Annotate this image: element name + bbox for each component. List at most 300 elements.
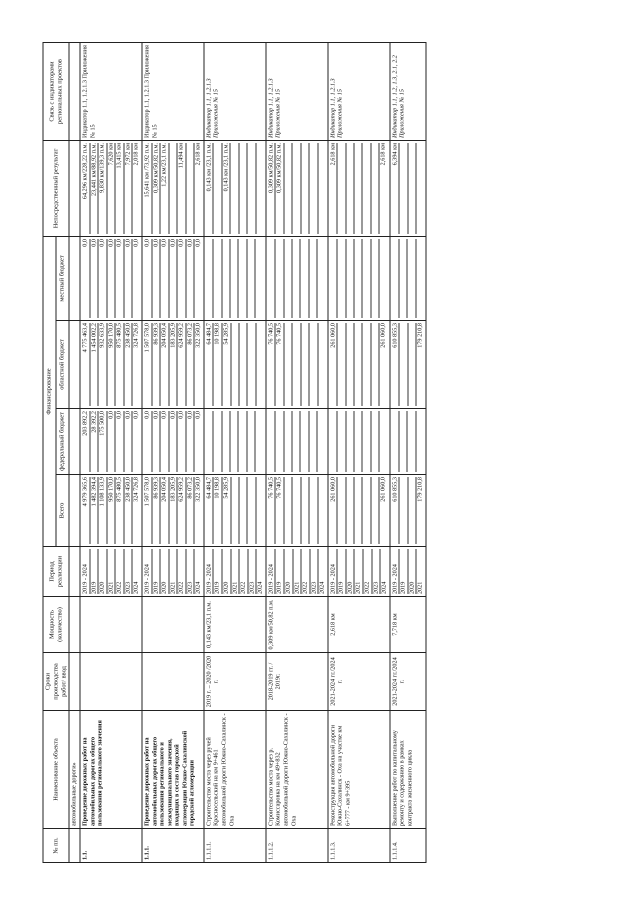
header-local: местный бюджет	[56, 236, 69, 320]
row-federal-value	[416, 411, 423, 472]
row-regional-value	[231, 323, 239, 406]
row-periods-value: 2020	[408, 549, 417, 594]
row-regional-value: 179 210,8	[416, 322, 424, 348]
row-federal-value	[400, 411, 408, 472]
row-result-value	[417, 143, 424, 234]
header-link: Связь с индикаторами региональных проектов	[43, 42, 69, 140]
row-terms	[80, 652, 142, 710]
row-regional-value	[310, 323, 318, 406]
row-result-value: 2,618 км	[194, 142, 202, 165]
row-local-value: 0,0	[178, 239, 187, 318]
row-regional-value	[318, 323, 325, 406]
row-local-value	[416, 239, 423, 318]
row-federal-value	[318, 411, 325, 472]
row-result-value: 6,394 км	[391, 143, 400, 234]
row-local	[80, 236, 142, 320]
row-local-value	[346, 239, 354, 318]
row-total-value: 86 073,2	[186, 477, 195, 544]
row-regional-value: 624 959,2	[178, 323, 187, 406]
row-result-value	[231, 143, 239, 234]
row-total-value: 86 939,3	[152, 477, 161, 544]
row-result	[80, 140, 142, 236]
row-result-value	[301, 143, 309, 234]
row-result-value: 9,830 км/139,3 п.м.	[99, 143, 108, 234]
row-local-value	[400, 239, 408, 318]
row-periods-value: 2021	[355, 549, 364, 594]
row-regional-value	[408, 323, 416, 406]
row-link: Индикатор 1.1, 1.2, 1.3, 2.1, 2.2 Приложения № 15	[390, 42, 426, 140]
row-local-value: 0,0	[143, 239, 152, 318]
row-federal	[266, 408, 328, 474]
row-local-value	[408, 239, 416, 318]
row-federal	[390, 408, 426, 474]
row-regional-value: 950 170,0	[107, 323, 116, 406]
row-periods-value: 2022	[178, 549, 187, 594]
header-num: № пп.	[43, 828, 69, 862]
row-total-value	[355, 477, 363, 544]
row-local-value	[247, 239, 255, 318]
row-regional-value: 183 205,9	[169, 323, 178, 406]
row-periods-value: 2019 - 2024	[82, 549, 91, 594]
row-total-value: 238 450,0	[124, 477, 133, 544]
row-result-value	[408, 143, 416, 234]
header-capacity: Мощность (количество)	[43, 596, 69, 652]
row-total-value: 54 285,9	[223, 477, 232, 544]
row-result-value: 2,618 км	[329, 143, 338, 234]
row-local-value	[267, 239, 275, 318]
row-periods-value: 2024	[256, 581, 264, 594]
row-regional-value: 86 939,3	[152, 323, 161, 406]
header-period: Период реализации	[43, 546, 69, 596]
row-num: 1.1.	[80, 828, 142, 862]
row-local-value	[318, 239, 325, 318]
row-federal-value	[301, 411, 309, 472]
row-local-value: 0,0	[161, 239, 170, 318]
row-result-value	[338, 143, 346, 234]
row-federal-value	[391, 411, 399, 472]
row-federal-value: 0,0	[143, 411, 152, 472]
row-regional-value: 238 450,0	[124, 323, 133, 406]
row-local-value	[309, 239, 317, 318]
row-periods-value: 2024	[380, 581, 388, 594]
row-federal-value: 0,0	[169, 411, 178, 472]
row-total-value: 875 480,5	[116, 477, 125, 544]
row-periods-value: 2021	[416, 581, 424, 594]
row-regional	[390, 320, 426, 408]
row-federal-value	[346, 411, 354, 472]
row-local-value	[205, 239, 213, 318]
row-periods-value: 2021	[169, 549, 178, 594]
row-periods	[266, 546, 328, 596]
row-regional-value: 324 726,8	[132, 322, 140, 348]
row-federal-value: 0,0	[116, 411, 125, 472]
row-result-value: 0,309 км/50,82 п.м.	[276, 143, 285, 234]
row-regional-value	[284, 323, 292, 406]
row-periods	[142, 546, 204, 596]
row-total-value	[338, 477, 346, 544]
table-row	[266, 42, 328, 862]
row-local-value: 0,0	[152, 239, 161, 318]
row-local-value	[292, 239, 300, 318]
row-link: Индикатор 1.1, 1.2.1.3 Приложения № 15	[266, 42, 328, 140]
row-local-value: 0,0	[169, 239, 178, 318]
row-name: Выполнение работ по капитальному ремонту и содержанию в рамках контракта жизненного цикла	[390, 710, 426, 828]
row-federal	[142, 408, 204, 474]
row-regional-value: 875 480,5	[116, 323, 125, 406]
row-link: Индикатор 1.1, 1.2.1.3 Приложения № 15	[328, 42, 390, 140]
row-federal-value	[363, 411, 371, 472]
row-federal-value	[284, 411, 292, 472]
row-local-value: 0,0	[194, 238, 202, 247]
row-local-value	[276, 239, 284, 318]
row-terms: 2018-2019 гг. / 2019г.	[266, 652, 328, 710]
row-result-value: 0,309 км/50,82 п.м.	[267, 143, 276, 234]
row-capacity	[80, 596, 142, 652]
row-regional-value: 86 073,2	[186, 323, 195, 406]
row-periods-value: 2020	[346, 549, 355, 594]
row-total-value	[293, 477, 301, 544]
row-total-value	[256, 477, 263, 544]
header-total: Всего	[56, 474, 69, 546]
row-result-value	[293, 143, 301, 234]
row-regional-value: 322 350,0	[194, 322, 202, 348]
row-result-value: 13,415 км	[116, 143, 125, 234]
row-local-value	[301, 239, 309, 318]
row-federal-value	[239, 411, 247, 472]
row-result-value: 64,296 км/228,22 п.м.	[82, 143, 91, 234]
row-num: 1.1.1.	[142, 828, 204, 862]
row-total-value: 204 050,4	[161, 477, 170, 544]
row-total	[328, 474, 390, 546]
row-total-value	[408, 477, 416, 544]
row-federal-value	[329, 411, 337, 472]
row-total	[266, 474, 328, 546]
header-result: Непосредственный результат	[43, 140, 69, 236]
row-total	[390, 474, 426, 546]
row-local	[142, 236, 204, 320]
row-federal-value: 203 892,2	[82, 411, 91, 472]
row-federal-value: 0,0	[194, 410, 202, 419]
row-federal-value	[309, 411, 317, 472]
row-periods-value: 2023	[124, 549, 133, 594]
row-name: Проведение дорожных работ на автомобильных дорогах общего пользования регионального и межмуниципального значения, входящих в состав городской агломерации Южно-Сахалинской городской агломерации	[142, 710, 204, 828]
row-federal-value	[256, 411, 263, 472]
row-federal-value: 0,0	[107, 411, 116, 472]
row-link: Индикатор 1.1, 1.2.1.3 Приложения № 15	[80, 42, 142, 140]
row-result-value	[318, 143, 325, 234]
row-local-value	[284, 239, 292, 318]
row-local-value	[391, 239, 399, 318]
row-periods-value: 2019 - 2024	[143, 549, 152, 594]
row-local-value	[363, 239, 371, 318]
header-financing: Финансирование	[43, 236, 56, 546]
row-periods-value: 2024	[318, 581, 326, 594]
row-result	[390, 140, 426, 236]
row-total-value	[248, 477, 256, 544]
row-result-value	[363, 143, 371, 234]
row-federal-value	[354, 411, 362, 472]
row-regional-value	[301, 323, 309, 406]
row-terms: 2021-2024 гг./2024 г.	[328, 652, 390, 710]
row-local-value	[256, 239, 263, 318]
row-periods-value: 2023	[372, 549, 381, 594]
row-periods-value: 2022	[240, 549, 249, 594]
row-result	[142, 140, 204, 236]
row-total-value	[363, 477, 371, 544]
row-periods-value: 2022	[116, 549, 125, 594]
row-result-value: 15,641 км /73,92 п.м.	[143, 143, 152, 234]
row-total-value	[239, 477, 247, 544]
row-total-value: 610 855,3	[391, 477, 400, 544]
row-result-value: 11,494 км	[178, 143, 187, 234]
row-total	[142, 474, 204, 546]
row-link: Индикатор 1.1, 1.2.1.3 Приложения № 15	[204, 42, 266, 140]
row-periods-value: 2023	[186, 549, 195, 594]
row-local-value: 0,0	[186, 239, 195, 318]
row-result-value	[284, 143, 292, 234]
row-local-value	[214, 239, 222, 318]
row-local-value: 0,0	[90, 239, 99, 318]
row-federal-value	[371, 411, 379, 472]
row-result-value	[346, 143, 354, 234]
table-row	[204, 42, 266, 862]
row-periods-value: 2021	[107, 549, 116, 594]
row-periods-value: 2021	[231, 549, 240, 594]
row-local-value	[239, 239, 247, 318]
row-regional-value	[355, 323, 363, 406]
row-local-value: 0,0	[132, 238, 140, 247]
row-total-value: 179 210,8	[416, 476, 424, 502]
row-periods-value: 2019	[214, 549, 223, 594]
row-result-value: 0,143 км /23,1 п.м.	[205, 143, 214, 234]
row-regional-value	[256, 323, 263, 406]
row-local-value	[380, 239, 387, 318]
row-total-value: 64 484,7	[205, 477, 214, 544]
row-regional-value: 1 454 002,2	[90, 323, 99, 406]
row-total-value: 324 726,8	[132, 476, 140, 502]
row-result-value: 2,018 км	[132, 142, 140, 165]
row-federal-value: 0,0	[161, 411, 170, 472]
row-total-value	[310, 477, 318, 544]
section-title: автомобильные дороги»	[69, 710, 80, 828]
row-regional-value	[293, 323, 301, 406]
row-name: Реконструкция автомобильной дороги Южно-Сахалинск - Оха на участке км 6+777 - км 9+395	[328, 710, 390, 828]
row-periods	[204, 546, 266, 596]
row-regional-value	[363, 323, 371, 406]
row-periods-value: 2024	[132, 581, 140, 594]
row-total-value: 1 108 133,9	[99, 477, 108, 544]
row-result-value	[355, 143, 363, 234]
row-local	[390, 236, 426, 320]
row-local-value: 0,0	[82, 239, 91, 318]
row-total-value	[346, 477, 354, 544]
header-federal: федеральный бюджет	[56, 408, 69, 474]
row-periods	[80, 546, 142, 596]
row-periods-value: 2022	[364, 549, 373, 594]
row-total-value: 950 170,0	[107, 477, 116, 544]
row-federal-value	[222, 411, 230, 472]
row-local-value: 0,0	[116, 239, 125, 318]
row-total-value: 261 060,0	[379, 476, 387, 502]
row-total	[204, 474, 266, 546]
row-capacity	[142, 596, 204, 652]
row-regional-value: 261 060,0	[379, 322, 387, 348]
row-capacity: 0,143 км/23,1 п.м.	[204, 596, 266, 652]
row-federal	[204, 408, 266, 474]
row-federal-value	[205, 411, 213, 472]
row-num: 1.1.1.4.	[390, 828, 426, 862]
row-federal-value	[247, 411, 255, 472]
row-result-value	[186, 143, 194, 234]
row-periods-value: 2020	[223, 549, 232, 594]
row-periods-value: 2019 - 2024	[329, 549, 338, 594]
row-total-value: 76 740,5	[267, 477, 276, 544]
row-total-value: 1 482 394,4	[90, 477, 99, 544]
row-regional-value: 4 775 463,4	[82, 323, 91, 406]
row-result	[266, 140, 328, 236]
row-local-value	[338, 239, 346, 318]
row-terms: 2021-2024 гг./2024 г.	[390, 652, 426, 710]
row-result-value	[400, 143, 408, 234]
row-total-value: 624 959,2	[178, 477, 187, 544]
row-regional-value	[346, 323, 354, 406]
row-periods	[328, 546, 390, 596]
row-periods-value: 2023	[310, 549, 319, 594]
row-capacity: 2,618 км	[328, 596, 390, 652]
row-regional-value: 610 855,3	[391, 323, 400, 406]
row-periods-value: 2019	[276, 549, 285, 594]
row-local	[328, 236, 390, 320]
row-result-value: 1,22 км/23,1 п.м.	[161, 143, 170, 234]
row-local-value	[222, 239, 230, 318]
row-federal-value: 28 392,2	[90, 411, 99, 472]
row-total-value: 183 205,9	[169, 477, 178, 544]
row-periods	[390, 546, 426, 596]
row-total-value	[301, 477, 309, 544]
row-num: 1.1.1.2.	[266, 828, 328, 862]
row-periods-value: 2019 - 2024	[391, 549, 400, 594]
row-federal-value	[214, 411, 222, 472]
row-total-value: 261 060,0	[329, 477, 338, 544]
row-result-value	[169, 143, 177, 234]
row-regional-value	[239, 323, 247, 406]
row-regional	[80, 320, 142, 408]
row-total-value: 10 198,8	[214, 477, 223, 544]
header-name: Наименование объекта	[43, 710, 69, 828]
row-total-value: 76 740,5	[276, 477, 285, 544]
row-federal-value	[231, 411, 239, 472]
row-periods-value: 2020	[99, 549, 108, 594]
row-regional-value: 10 198,8	[214, 323, 223, 406]
table-row	[80, 42, 142, 862]
row-num: 1.1.1.1.	[204, 828, 266, 862]
row-local-value: 0,0	[124, 239, 133, 318]
row-result	[204, 140, 266, 236]
row-federal-value: 0,0	[132, 410, 140, 419]
row-federal-value: 175 500,0	[99, 411, 108, 472]
row-federal	[80, 408, 142, 474]
row-name: Строительство моста через ручей Красносельский на км 9+461 автомобильной дороги Южно-Сахалинск - Оха	[204, 710, 266, 828]
rotated-page	[43, 43, 588, 863]
row-regional-value: 64 484,7	[205, 323, 214, 406]
row-regional-value: 261 060,0	[329, 323, 338, 406]
row-regional	[142, 320, 204, 408]
row-regional-value: 54 285,9	[223, 323, 232, 406]
row-link: Индикатор 1.1, 1.2.1.3 Приложения № 15	[142, 42, 204, 140]
row-result-value	[310, 143, 318, 234]
row-federal-value	[276, 411, 284, 472]
row-total-value: 322 350,0	[194, 476, 202, 502]
row-regional	[204, 320, 266, 408]
table-row	[390, 42, 426, 862]
program-table	[43, 42, 427, 863]
row-federal-value	[408, 411, 416, 472]
row-local-value: 0,0	[107, 239, 116, 318]
row-local-value	[354, 239, 362, 318]
row-periods-value: 2020	[161, 549, 170, 594]
row-num: 1.1.1.3.	[328, 828, 390, 862]
row-regional-value: 932 633,9	[99, 323, 108, 406]
row-total-value	[371, 477, 379, 544]
header-terms: Сроки производства работ/ ввод	[43, 652, 69, 710]
row-name: Строительство моста через р. Комиссаровка на км 49+832 автомобильной дороги Южно-Сахалинск - Оха	[266, 710, 328, 828]
row-regional-value	[400, 323, 408, 406]
row-capacity: 0,309 км/50,82 п.м.	[266, 596, 328, 652]
row-periods-value: 2023	[248, 549, 257, 594]
row-total-value: 4 979 365,6	[82, 477, 91, 544]
row-terms: 2019 г. – 2020 /2020 г.	[204, 652, 266, 710]
row-periods-value: 2019	[338, 549, 347, 594]
row-periods-value: 2019 - 2024	[267, 549, 276, 594]
row-total	[80, 474, 142, 546]
row-federal-value: 0,0	[124, 411, 133, 472]
row-result-value	[214, 143, 222, 234]
row-regional-value: 204 050,4	[161, 323, 170, 406]
row-regional-value	[338, 323, 346, 406]
row-federal-value	[267, 411, 275, 472]
row-total-value	[284, 477, 292, 544]
row-result	[328, 140, 390, 236]
row-periods-value: 2020	[284, 549, 293, 594]
row-periods-value: 2019 - 2024	[205, 549, 214, 594]
row-local-value	[231, 239, 239, 318]
row-total-value	[400, 477, 408, 544]
row-periods-value: 2019	[152, 549, 161, 594]
row-local-value	[329, 239, 337, 318]
row-name: Проведение дорожных работ на автомобильных дорогах общего пользования регионального значения	[80, 710, 142, 828]
row-local-value: 0,0	[99, 239, 108, 318]
table-row	[142, 42, 204, 862]
row-result-value	[239, 143, 247, 234]
row-result-value	[371, 143, 379, 234]
row-regional-value	[371, 323, 379, 406]
row-total-value	[231, 477, 239, 544]
row-federal-value: 0,0	[186, 411, 195, 472]
row-periods-value: 2022	[302, 549, 311, 594]
row-periods-value: 2021	[293, 549, 302, 594]
row-regional	[328, 320, 390, 408]
row-regional-value	[248, 323, 256, 406]
row-total-value: 1 507 578,0	[143, 477, 152, 544]
row-regional-value: 76 740,5	[267, 323, 276, 406]
row-result-value: 7,972 км	[124, 143, 133, 234]
row-result-value	[248, 143, 256, 234]
row-result-value: 7,620 км	[107, 143, 116, 234]
row-result-value: 0,309 км/50,82 п.м.	[152, 143, 161, 234]
row-federal-value	[380, 411, 387, 472]
row-regional-value: 76 740,5	[276, 323, 285, 406]
row-local	[266, 236, 328, 320]
